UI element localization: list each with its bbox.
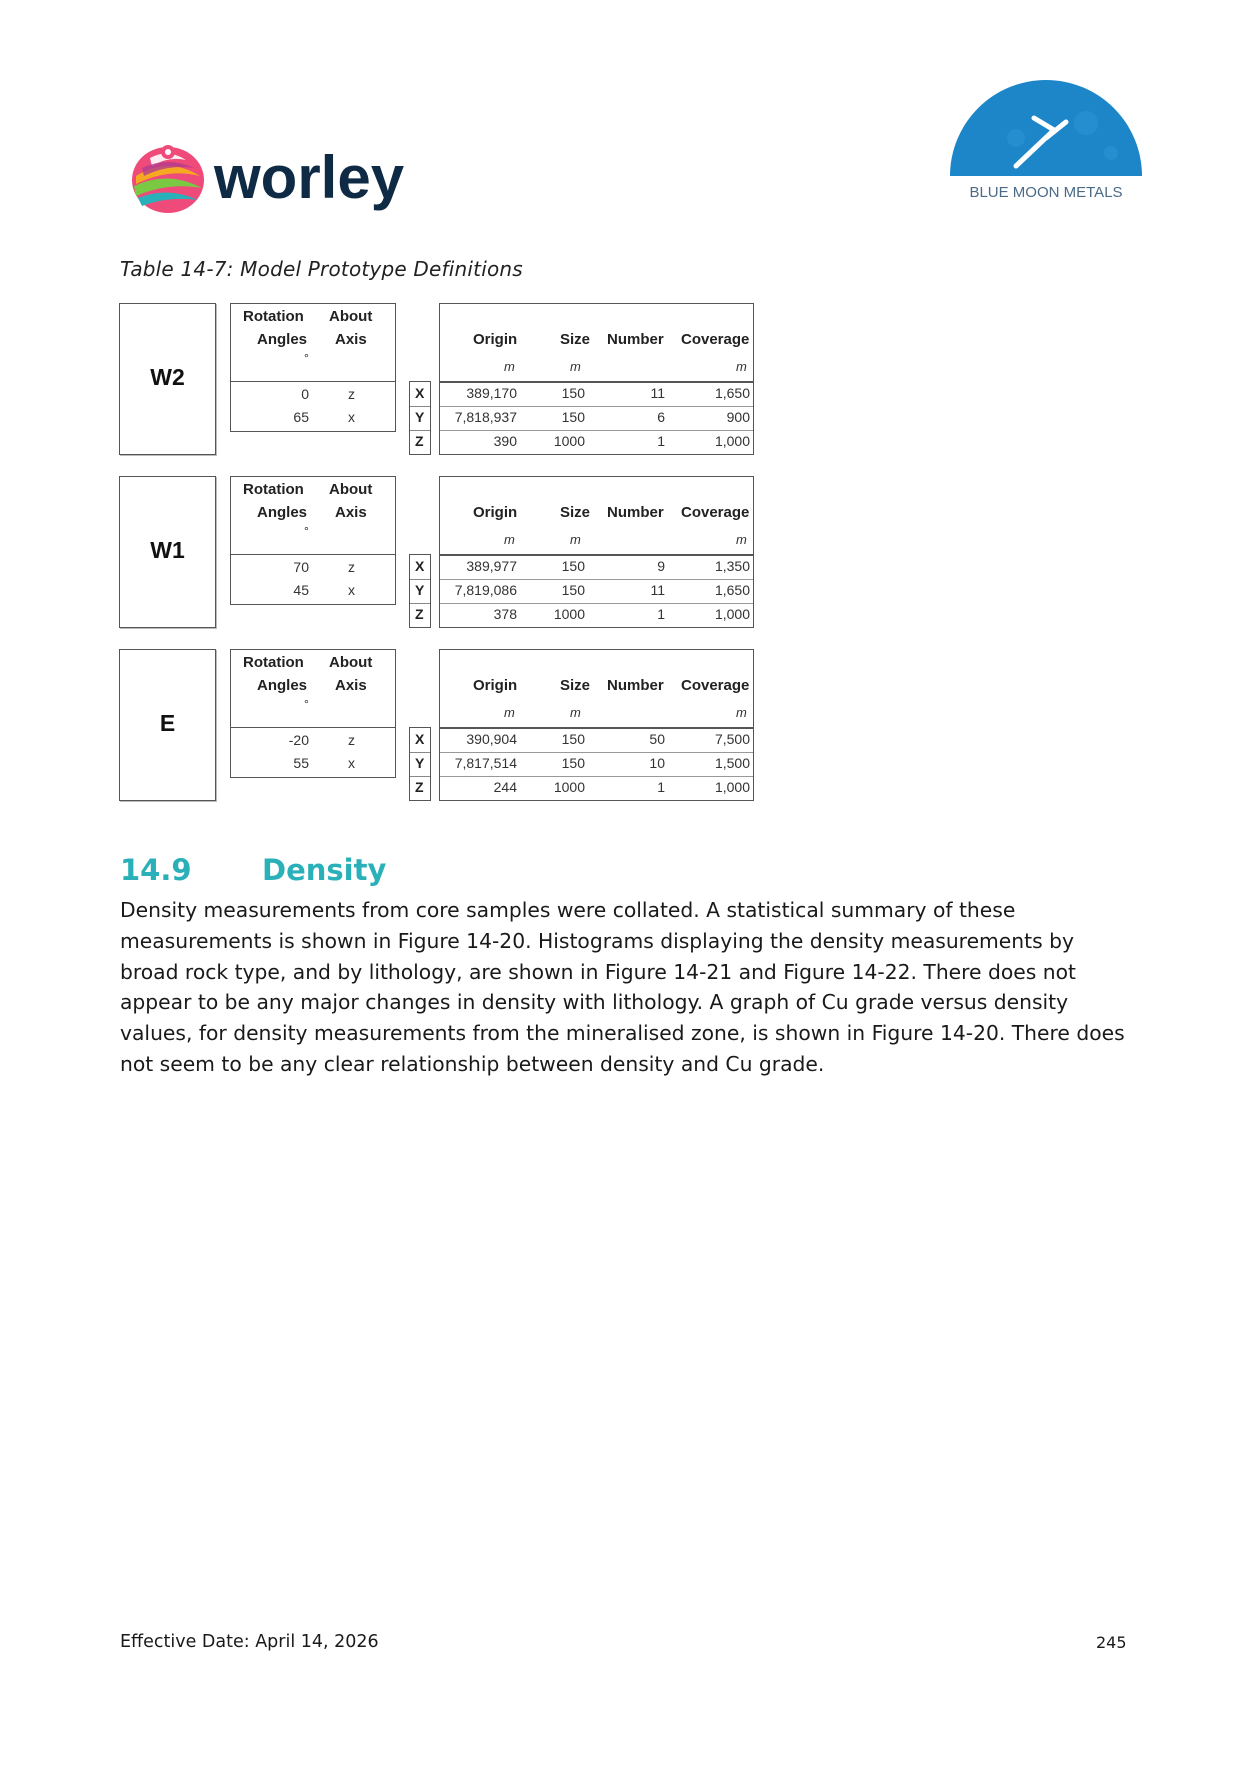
rotation-header-line2: Angles <box>257 504 308 521</box>
rotation-axis: x <box>348 582 355 598</box>
axis-divider <box>410 776 430 777</box>
rotation-angle: 70 <box>293 559 309 575</box>
axis-label: X <box>415 558 425 574</box>
page-number: 245 <box>1096 1633 1127 1652</box>
coverage-header: Coverage <box>681 504 750 521</box>
origin-value: 7,817,514 <box>454 755 517 771</box>
prototype-label-box <box>119 303 216 455</box>
axis-label: X <box>415 731 425 747</box>
rotation-angle: 65 <box>293 409 309 425</box>
rotation-body <box>230 554 396 605</box>
rotation-table <box>230 476 396 605</box>
origin-value: 378 <box>493 606 517 622</box>
size-header: Size <box>560 677 591 694</box>
blue-moon-wordmark: BLUE MOON METALS <box>969 184 1123 201</box>
rotation-angle: 45 <box>293 582 309 598</box>
rotation-header <box>230 476 396 554</box>
size-value: 150 <box>561 582 585 598</box>
row-rule <box>440 406 753 407</box>
origin-value: 389,170 <box>466 385 517 401</box>
rotation-header-line2: Angles <box>257 677 308 694</box>
rotation-body <box>230 381 396 432</box>
coverage-unit: m <box>736 532 747 547</box>
worley-wordmark: worley <box>214 144 405 211</box>
origin-size-table <box>409 476 754 628</box>
origin-size-table <box>409 303 754 455</box>
coverage-value: 1,000 <box>714 433 750 449</box>
header-rule <box>440 554 753 556</box>
number-value: 1 <box>657 606 665 622</box>
origin-value: 390 <box>493 433 517 449</box>
about-header-line2: Axis <box>335 331 367 348</box>
rotation-axis: z <box>348 559 355 575</box>
size-header: Size <box>560 504 591 521</box>
axis-divider <box>410 406 430 407</box>
number-header: Number <box>607 504 664 521</box>
header-rule <box>440 727 753 729</box>
rotation-header <box>230 303 396 381</box>
degree-unit: ° <box>304 697 309 711</box>
origin-value: 390,904 <box>466 731 517 747</box>
prototype-label: W2 <box>150 364 185 390</box>
grid-table <box>439 303 754 455</box>
about-header-line2: Axis <box>335 677 367 694</box>
header-rule <box>440 381 753 383</box>
size-value: 1000 <box>553 779 585 795</box>
axis-label: Y <box>415 755 425 771</box>
axis-column <box>409 381 431 455</box>
number-header: Number <box>607 331 664 348</box>
coverage-value: 900 <box>726 409 750 425</box>
rotation-angle: -20 <box>288 732 309 748</box>
row-rule <box>440 776 753 777</box>
axis-divider <box>410 752 430 753</box>
table-caption: Table 14-7: Model Prototype Definitions <box>120 257 523 281</box>
number-header: Number <box>607 677 664 694</box>
number-value: 1 <box>657 433 665 449</box>
axis-label: Y <box>415 409 425 425</box>
axis-divider <box>410 603 430 604</box>
origin-value: 7,819,086 <box>454 582 517 598</box>
size-value: 150 <box>561 558 585 574</box>
size-value: 1000 <box>553 433 585 449</box>
rotation-header <box>230 649 396 727</box>
worley-swirl-logo-icon <box>128 138 458 223</box>
worley-logo <box>128 138 458 223</box>
section-title: Density <box>262 853 387 887</box>
axis-column <box>409 727 431 801</box>
number-value: 6 <box>657 409 665 425</box>
rotation-axis: x <box>348 409 355 425</box>
axis-label: Z <box>415 779 424 795</box>
axis-label: Y <box>415 582 425 598</box>
row-rule <box>440 752 753 753</box>
prototype-label-box <box>119 649 216 801</box>
origin-size-table <box>409 649 754 801</box>
density-paragraph: Density measurements from core samples were collated. A statistical summary of these measurements is shown in Figure 14-20. Histograms displaying the density measurements by broad rock type, and by lithology, are shown in Figure 14-21 and Figure 14-22. There does not appear to be any major changes in density with lithology. A graph of Cu grade versus density values, for density measurements from the mineralised zone, is shown in Figure 14-20. There does not seem to be any clear relationship between density and Cu grade. <box>120 898 1125 1076</box>
number-value: 9 <box>657 558 665 574</box>
rotation-body <box>230 727 396 778</box>
prototype-label: W1 <box>150 537 185 563</box>
size-value: 150 <box>561 731 585 747</box>
size-unit: m <box>570 359 581 374</box>
effective-date: Effective Date: April 14, 2026 <box>120 1632 379 1652</box>
coverage-value: 7,500 <box>714 731 750 747</box>
row-rule <box>440 579 753 580</box>
about-header-line1: About <box>329 481 373 498</box>
rotation-axis: x <box>348 755 355 771</box>
axis-column <box>409 554 431 628</box>
rotation-axis: z <box>348 386 355 402</box>
about-header-line2: Axis <box>335 504 367 521</box>
coverage-header: Coverage <box>681 677 750 694</box>
size-value: 150 <box>561 409 585 425</box>
grid-table <box>439 476 754 628</box>
prototype-label-box <box>119 476 216 628</box>
number-value: 11 <box>650 385 665 401</box>
size-value: 150 <box>561 755 585 771</box>
axis-label: X <box>415 385 425 401</box>
rotation-table <box>230 649 396 778</box>
origin-value: 389,977 <box>466 558 517 574</box>
prototype-block <box>119 303 754 455</box>
size-header: Size <box>560 331 591 348</box>
grid-table <box>439 649 754 801</box>
section-number: 14.9 <box>120 853 192 887</box>
coverage-value: 1,000 <box>714 606 750 622</box>
prototype-block <box>119 476 754 628</box>
degree-unit: ° <box>304 351 309 365</box>
origin-unit: m <box>504 532 515 547</box>
blue-moon-metals-logo <box>946 78 1146 208</box>
origin-header: Origin <box>473 331 518 348</box>
axis-label: Z <box>415 606 424 622</box>
rotation-angle: 55 <box>293 755 309 771</box>
origin-unit: m <box>504 705 515 720</box>
size-value: 150 <box>561 385 585 401</box>
prototype-block <box>119 649 754 801</box>
rotation-angle: 0 <box>301 386 309 402</box>
rotation-table <box>230 303 396 432</box>
coverage-header: Coverage <box>681 331 750 348</box>
axis-divider <box>410 430 430 431</box>
coverage-unit: m <box>736 359 747 374</box>
number-value: 11 <box>650 582 665 598</box>
coverage-value: 1,650 <box>714 582 750 598</box>
coverage-value: 1,650 <box>714 385 750 401</box>
rotation-header-line1: Rotation <box>243 654 304 671</box>
rotation-header-line1: Rotation <box>243 308 304 325</box>
size-unit: m <box>570 532 581 547</box>
origin-header: Origin <box>473 677 518 694</box>
about-header-line1: About <box>329 654 373 671</box>
rotation-header-line1: Rotation <box>243 481 304 498</box>
axis-divider <box>410 579 430 580</box>
rotation-axis: z <box>348 732 355 748</box>
rotation-header-line2: Angles <box>257 331 308 348</box>
row-rule <box>440 603 753 604</box>
size-value: 1000 <box>553 606 585 622</box>
row-rule <box>440 430 753 431</box>
prototype-label: E <box>159 710 176 736</box>
blue-moon-logo-icon <box>946 78 1146 208</box>
number-value: 50 <box>649 731 665 747</box>
coverage-value: 1,350 <box>714 558 750 574</box>
origin-header: Origin <box>473 504 518 521</box>
number-value: 1 <box>657 779 665 795</box>
degree-unit: ° <box>304 524 309 538</box>
coverage-value: 1,500 <box>714 755 750 771</box>
about-header-line1: About <box>329 308 373 325</box>
coverage-unit: m <box>736 705 747 720</box>
origin-value: 244 <box>493 779 517 795</box>
number-value: 10 <box>649 755 665 771</box>
origin-value: 7,818,937 <box>454 409 517 425</box>
coverage-value: 1,000 <box>714 779 750 795</box>
origin-unit: m <box>504 359 515 374</box>
size-unit: m <box>570 705 581 720</box>
axis-label: Z <box>415 433 424 449</box>
